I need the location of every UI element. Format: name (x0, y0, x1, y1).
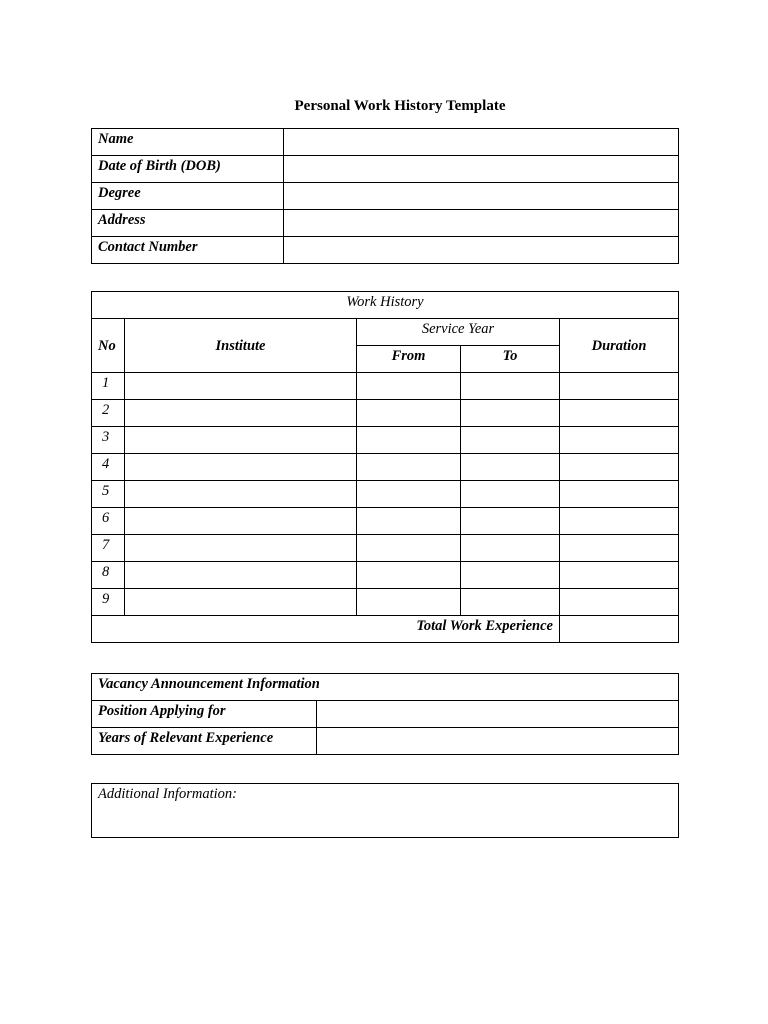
duration-cell[interactable] (560, 508, 679, 535)
col-header-no: No (92, 319, 125, 373)
institute-cell[interactable] (125, 589, 357, 616)
contact-number-label: Contact Number (92, 237, 284, 264)
table-row (92, 210, 679, 237)
institute-cell[interactable] (125, 508, 357, 535)
table-row (92, 427, 679, 454)
table-row (92, 454, 679, 481)
row-number: 2 (92, 400, 125, 427)
duration-cell[interactable] (560, 589, 679, 616)
from-cell[interactable] (357, 589, 461, 616)
col-header-duration: Duration (560, 319, 679, 373)
total-work-experience-label: Total Work Experience (92, 616, 560, 643)
row-number: 3 (92, 427, 125, 454)
row-number: 4 (92, 454, 125, 481)
to-cell[interactable] (461, 427, 560, 454)
table-row (92, 589, 679, 616)
institute-cell[interactable] (125, 535, 357, 562)
table-row (92, 129, 679, 156)
address-label: Address (92, 210, 284, 237)
name-field[interactable] (284, 129, 679, 156)
work-history-table (91, 291, 679, 643)
table-header-row (92, 319, 679, 346)
table-row (92, 535, 679, 562)
from-cell[interactable] (357, 508, 461, 535)
degree-label: Degree (92, 183, 284, 210)
duration-cell[interactable] (560, 454, 679, 481)
from-cell[interactable] (357, 400, 461, 427)
from-cell[interactable] (357, 427, 461, 454)
col-header-from: From (357, 346, 461, 373)
additional-info-field[interactable] (92, 784, 679, 838)
table-row (92, 156, 679, 183)
vacancy-info-table (91, 673, 679, 755)
table-row (92, 701, 679, 728)
table-row (92, 183, 679, 210)
position-applying-field[interactable] (317, 701, 679, 728)
duration-cell[interactable] (560, 562, 679, 589)
table-row (92, 562, 679, 589)
additional-info-label: Additional Information: (98, 786, 237, 802)
years-experience-label: Years of Relevant Experience (92, 728, 317, 755)
institute-cell[interactable] (125, 373, 357, 400)
col-header-institute: Institute (125, 319, 357, 373)
table-row (92, 292, 679, 319)
col-header-to: To (461, 346, 560, 373)
document-title: Personal Work History Template (294, 98, 506, 114)
table-row (92, 400, 679, 427)
institute-cell[interactable] (125, 427, 357, 454)
table-row (92, 508, 679, 535)
position-applying-label: Position Applying for (92, 701, 317, 728)
from-cell[interactable] (357, 454, 461, 481)
to-cell[interactable] (461, 562, 560, 589)
duration-cell[interactable] (560, 427, 679, 454)
row-number: 8 (92, 562, 125, 589)
personal-info-table (91, 128, 679, 264)
table-row (92, 674, 679, 701)
table-row (92, 616, 679, 643)
years-experience-field[interactable] (317, 728, 679, 755)
contact-number-field[interactable] (284, 237, 679, 264)
dob-label: Date of Birth (DOB) (92, 156, 284, 183)
vacancy-title: Vacancy Announcement Information (92, 674, 679, 701)
institute-cell[interactable] (125, 562, 357, 589)
to-cell[interactable] (461, 373, 560, 400)
to-cell[interactable] (461, 454, 560, 481)
table-row (92, 237, 679, 264)
to-cell[interactable] (461, 400, 560, 427)
dob-field[interactable] (284, 156, 679, 183)
row-number: 5 (92, 481, 125, 508)
address-field[interactable] (284, 210, 679, 237)
table-row (92, 481, 679, 508)
to-cell[interactable] (461, 508, 560, 535)
institute-cell[interactable] (125, 400, 357, 427)
duration-cell[interactable] (560, 400, 679, 427)
to-cell[interactable] (461, 589, 560, 616)
duration-cell[interactable] (560, 481, 679, 508)
from-cell[interactable] (357, 535, 461, 562)
duration-cell[interactable] (560, 373, 679, 400)
name-label: Name (92, 129, 284, 156)
institute-cell[interactable] (125, 481, 357, 508)
to-cell[interactable] (461, 481, 560, 508)
institute-cell[interactable] (125, 454, 357, 481)
col-header-service-year: Service Year (357, 319, 560, 346)
row-number: 6 (92, 508, 125, 535)
row-number: 9 (92, 589, 125, 616)
duration-cell[interactable] (560, 535, 679, 562)
table-row (92, 728, 679, 755)
degree-field[interactable] (284, 183, 679, 210)
to-cell[interactable] (461, 535, 560, 562)
table-row (92, 784, 679, 838)
work-history-title: Work History (92, 292, 679, 319)
from-cell[interactable] (357, 481, 461, 508)
row-number: 1 (92, 373, 125, 400)
total-work-experience-field[interactable] (560, 616, 679, 643)
table-row (92, 373, 679, 400)
additional-info-table (91, 783, 679, 838)
row-number: 7 (92, 535, 125, 562)
from-cell[interactable] (357, 373, 461, 400)
from-cell[interactable] (357, 562, 461, 589)
